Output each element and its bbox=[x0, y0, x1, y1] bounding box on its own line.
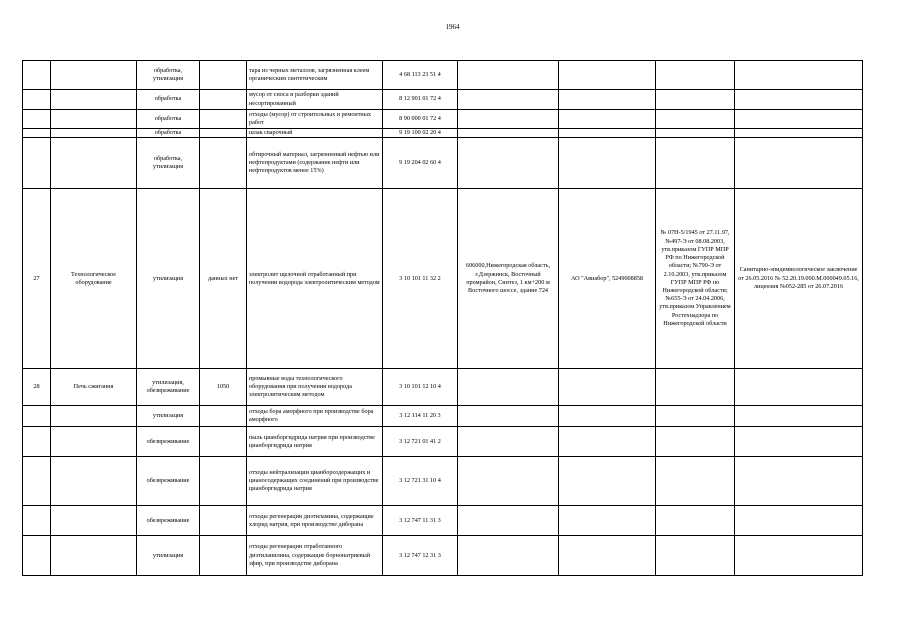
location bbox=[458, 369, 559, 406]
waste-name: тара из черных металлов, загрязненная клеем органическим синтетическим bbox=[247, 61, 383, 90]
sanitary-conclusion bbox=[735, 427, 863, 457]
table-row bbox=[23, 506, 863, 536]
location bbox=[458, 61, 559, 90]
location bbox=[458, 406, 559, 427]
sanitary-conclusion bbox=[735, 138, 863, 189]
operator bbox=[559, 90, 656, 110]
quantity bbox=[200, 406, 247, 427]
operator bbox=[559, 110, 656, 129]
row-number bbox=[23, 138, 51, 189]
operation-type: обработка, утилизация bbox=[137, 138, 200, 189]
table-row bbox=[23, 189, 863, 369]
operation-type: утилизация bbox=[137, 406, 200, 427]
license-info bbox=[656, 427, 735, 457]
operator bbox=[559, 536, 656, 576]
quantity: 1050 bbox=[200, 369, 247, 406]
fkko-code: 3 12 747 12 31 3 bbox=[383, 536, 458, 576]
object-name bbox=[51, 61, 137, 90]
table-row bbox=[23, 61, 863, 90]
location bbox=[458, 427, 559, 457]
operator bbox=[559, 457, 656, 506]
operation-type: обработка bbox=[137, 129, 200, 138]
row-number bbox=[23, 406, 51, 427]
quantity bbox=[200, 506, 247, 536]
object-name bbox=[51, 90, 137, 110]
waste-name: шлак сварочный bbox=[247, 129, 383, 138]
license-info bbox=[656, 457, 735, 506]
license-info bbox=[656, 536, 735, 576]
operation-type: обработка bbox=[137, 110, 200, 129]
license-info bbox=[656, 506, 735, 536]
quantity: данных нет bbox=[200, 189, 247, 369]
location bbox=[458, 110, 559, 129]
waste-name: отходы (мусор) от строительных и ремонтных работ bbox=[247, 110, 383, 129]
operator bbox=[559, 369, 656, 406]
waste-name: пыль цианборгидрида натрия при производстве цианборгидрида натрия bbox=[247, 427, 383, 457]
license-info bbox=[656, 369, 735, 406]
sanitary-conclusion bbox=[735, 110, 863, 129]
quantity bbox=[200, 110, 247, 129]
fkko-code: 3 12 747 11 31 3 bbox=[383, 506, 458, 536]
object-name bbox=[51, 138, 137, 189]
object-name bbox=[51, 129, 137, 138]
waste-name: электролит щелочной отработанный при получении водорода электролитическим методом bbox=[247, 189, 383, 369]
row-number bbox=[23, 61, 51, 90]
sanitary-conclusion bbox=[735, 129, 863, 138]
row-number bbox=[23, 506, 51, 536]
operator bbox=[559, 138, 656, 189]
location bbox=[458, 129, 559, 138]
operation-type: обработка, утилизация bbox=[137, 61, 200, 90]
fkko-code: 8 12 901 01 72 4 bbox=[383, 90, 458, 110]
license-info: № 07Н-5/1945 от 27.11.97, №497-Э от 08.08.2003, утв.приказом ГУПР МПР РФ по Нижегородской области; №790-Э от 2.10.2003, утв.приказом ГУПР МПР РФ по Нижегородской области; №655-Э от 24.04.2006, утв.приказом Управлением Ростехнадзора по Нижегородской области bbox=[656, 189, 735, 369]
operation-type: утилизация, обезвреживание bbox=[137, 369, 200, 406]
fkko-code: 3 10 101 12 10 4 bbox=[383, 369, 458, 406]
sanitary-conclusion bbox=[735, 90, 863, 110]
row-number bbox=[23, 90, 51, 110]
fkko-code: 3 10 101 11 32 2 bbox=[383, 189, 458, 369]
quantity bbox=[200, 536, 247, 576]
operation-type: обезвреживание bbox=[137, 427, 200, 457]
waste-name: промывные воды технологического оборудования при получении водорода электролитическим методом bbox=[247, 369, 383, 406]
waste-name: отходы регенерации диэтиламина, содержащие хлорид натрия, при производстве диборана bbox=[247, 506, 383, 536]
quantity bbox=[200, 129, 247, 138]
operation-type: утилизация bbox=[137, 189, 200, 369]
table-row bbox=[23, 110, 863, 129]
fkko-code: 9 19 100 02 20 4 bbox=[383, 129, 458, 138]
license-info bbox=[656, 406, 735, 427]
sanitary-conclusion: Санитарно-эпидемиологическое заключение от 26.05.2016 № 52.20.19.000.М.000049.05.16, лицензия №052-285 от 26.07.2016 bbox=[735, 189, 863, 369]
table-row bbox=[23, 406, 863, 427]
waste-name: отходы регенерации отработанного диэтиланилина, содержащие борнонатриевый эфир, при производстве диборана bbox=[247, 536, 383, 576]
license-info bbox=[656, 129, 735, 138]
waste-name: отходы бора аморфного при производстве бора аморфного bbox=[247, 406, 383, 427]
table-row bbox=[23, 369, 863, 406]
fkko-code: 9 19 204 02 60 4 bbox=[383, 138, 458, 189]
row-number bbox=[23, 129, 51, 138]
operation-type: обезвреживание bbox=[137, 506, 200, 536]
sanitary-conclusion bbox=[735, 536, 863, 576]
quantity bbox=[200, 427, 247, 457]
location bbox=[458, 90, 559, 110]
object-name bbox=[51, 457, 137, 506]
quantity bbox=[200, 61, 247, 90]
table-row bbox=[23, 129, 863, 138]
waste-registry-table bbox=[22, 60, 863, 576]
operator bbox=[559, 61, 656, 90]
table-row bbox=[23, 138, 863, 189]
fkko-code: 3 12 721 31 10 4 bbox=[383, 457, 458, 506]
table-row bbox=[23, 90, 863, 110]
fkko-code: 3 12 721 01 41 2 bbox=[383, 427, 458, 457]
operation-type: утилизация bbox=[137, 536, 200, 576]
page-number: 1964 bbox=[445, 23, 460, 31]
row-number bbox=[23, 427, 51, 457]
quantity bbox=[200, 457, 247, 506]
location bbox=[458, 506, 559, 536]
object-name bbox=[51, 110, 137, 129]
fkko-code: 3 12 114 11 20 3 bbox=[383, 406, 458, 427]
table-row bbox=[23, 536, 863, 576]
operator bbox=[559, 129, 656, 138]
row-number: 28 bbox=[23, 369, 51, 406]
waste-name: обтирочный материал, загрязненный нефтью или нефтепродуктами (содержание нефти или нефтепродуктов менее 15%) bbox=[247, 138, 383, 189]
row-number bbox=[23, 110, 51, 129]
operator: АО "Авиабор", 5249008858 bbox=[559, 189, 656, 369]
quantity bbox=[200, 138, 247, 189]
operation-type: обработка bbox=[137, 90, 200, 110]
license-info bbox=[656, 90, 735, 110]
location: 606000,Нижегородская область, г.Дзержинск, Восточный промрайон, Синтез, 1 км+200 м Восточного шоссе, здание 724 bbox=[458, 189, 559, 369]
operator bbox=[559, 406, 656, 427]
sanitary-conclusion bbox=[735, 369, 863, 406]
table-body bbox=[23, 61, 863, 576]
sanitary-conclusion bbox=[735, 457, 863, 506]
sanitary-conclusion bbox=[735, 61, 863, 90]
waste-name: мусор от сноса и разборки зданий несортированный bbox=[247, 90, 383, 110]
object-name bbox=[51, 427, 137, 457]
license-info bbox=[656, 110, 735, 129]
fkko-code: 8 90 000 01 72 4 bbox=[383, 110, 458, 129]
operation-type: обезвреживание bbox=[137, 457, 200, 506]
object-name: Печь сжигания bbox=[51, 369, 137, 406]
location bbox=[458, 138, 559, 189]
operator bbox=[559, 427, 656, 457]
fkko-code: 4 68 113 23 51 4 bbox=[383, 61, 458, 90]
row-number bbox=[23, 536, 51, 576]
license-info bbox=[656, 138, 735, 189]
sanitary-conclusion bbox=[735, 406, 863, 427]
row-number: 27 bbox=[23, 189, 51, 369]
row-number bbox=[23, 457, 51, 506]
waste-name: отходы нейтрализации цианборсодержащих и цианосодержащих соединений при производстве цианборгидрида натрия bbox=[247, 457, 383, 506]
table-row bbox=[23, 427, 863, 457]
object-name: Технологическое оборудование bbox=[51, 189, 137, 369]
quantity bbox=[200, 90, 247, 110]
sanitary-conclusion bbox=[735, 506, 863, 536]
operator bbox=[559, 506, 656, 536]
object-name bbox=[51, 506, 137, 536]
object-name bbox=[51, 536, 137, 576]
location bbox=[458, 457, 559, 506]
object-name bbox=[51, 406, 137, 427]
table-row bbox=[23, 457, 863, 506]
location bbox=[458, 536, 559, 576]
license-info bbox=[656, 61, 735, 90]
